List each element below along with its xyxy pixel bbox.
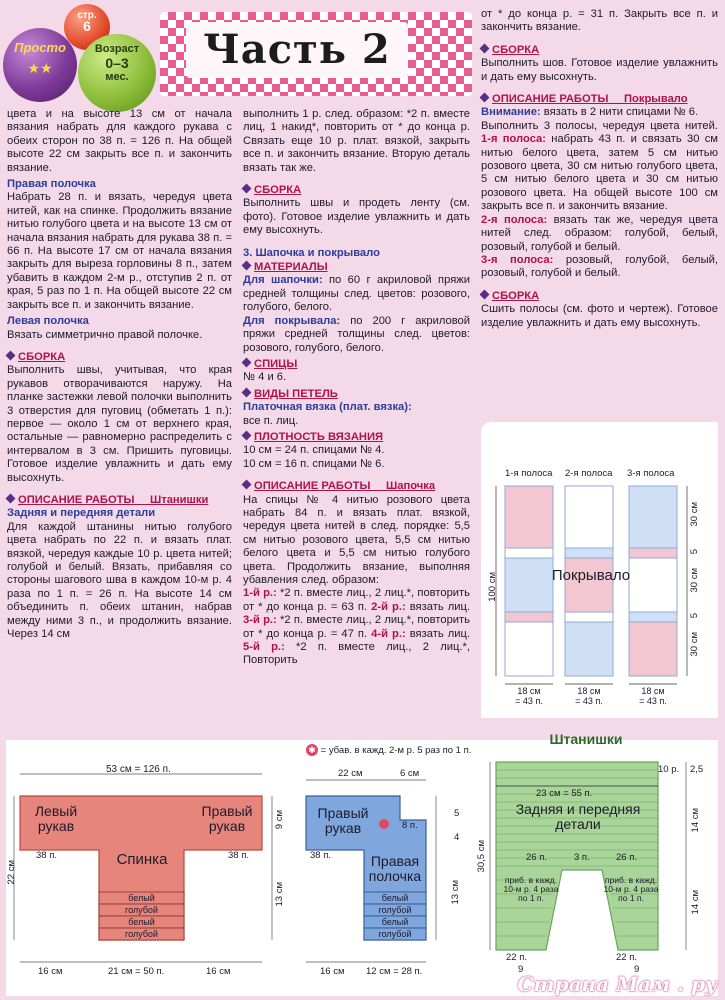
page-label: стр. bbox=[77, 10, 97, 21]
age-unit: мес. bbox=[105, 71, 129, 83]
row-5-text: *2 п. вместе лиц., 2 лиц.*, Повторить bbox=[243, 641, 470, 667]
subheading-pants-parts: Задняя и передняя детали bbox=[7, 507, 156, 520]
part-heading: 3. Шапочка и покрывало bbox=[243, 246, 380, 259]
page-number: 6 bbox=[83, 18, 91, 34]
strip-1-text: набрать 43 п. и связать 30 см нитью белого цвета, затем 5 см нитью розового цвета, 30 см нитью голубого цвета, 5 см нитью белого цвета и 30 см нитью розового цвета. На общей высоте 100 см закрыть все п. и закончить вязание. bbox=[481, 133, 718, 213]
decrease-point bbox=[379, 819, 389, 829]
front-stripe-label: голубой bbox=[378, 905, 412, 915]
col2-paragraph: Выполнить швы и продеть ленту (см. фото). Готовое изделие увлажнить и дать ему высохнуть. bbox=[243, 197, 470, 237]
strip-2 bbox=[481, 214, 718, 254]
back-stripe-label: голубой bbox=[125, 905, 158, 915]
front-height-body: 13 см bbox=[450, 880, 461, 905]
pants-height-total: 30,5 см bbox=[476, 840, 487, 873]
front-sleeve-stitches: 38 п. bbox=[310, 850, 331, 861]
stitch-label: Платочная вязка (плат. вязка): bbox=[243, 401, 412, 414]
materials-cap bbox=[243, 274, 470, 314]
age-value: 0–3 bbox=[105, 55, 129, 71]
strip-1-label: 1-я полоса: bbox=[481, 133, 547, 146]
watermark: Страна Мам . ру bbox=[517, 972, 717, 996]
col2-paragraph: выполнить 1 р. след. образом: *2 п. вместе лиц, 1 накид*, повторить от * до конца р. Связать еще 10 р. плат. вязкой, закрыть все п. и закончить вязание. Вторую деталь вязать так же. bbox=[243, 108, 470, 174]
back-stripe-label: белый bbox=[128, 917, 155, 927]
col2-paragraph: На спицы № 4 нитью розового цвета набрать 84 п. и вязать плат. вязкой, чередуя цвета нитей в след. порядке: 5,5 см нитью розового цвета, 5,5 см нитью белого цвета и 5,5 см нитью голубого цвета. Продолжить вязание, выполняя убавления след. образом: bbox=[243, 493, 470, 586]
section-heading-description: ОПИСАНИЕ РАБОТЫ Штанишки bbox=[7, 494, 232, 507]
subheading-right-front: Правая полочка bbox=[7, 178, 96, 191]
blanket-width-st: = 43 п. bbox=[639, 696, 667, 706]
blanket-block bbox=[629, 486, 677, 548]
col3-paragraph: от * до конца р. = 31 п. Закрыть все п. и закончить вязание. bbox=[481, 8, 718, 34]
blanket-height-30: 30 см bbox=[689, 502, 700, 527]
col1-paragraph: Для каждой штанины нитью голубого цвета набрать по 22 п. и вязать плат. вязкой, чередуя каждые 10 р. цвета нитей; голубой и белый. Вязать, прибавляя со стороны шагового шва в каждом 10-м р. 4 раза по 1 п. = 26 п. На высоте 14 см объединить п. обеих штанин, набрав между ними 3 п., и продолжить вязание. Через 14 см bbox=[7, 520, 232, 641]
col3-paragraph: Выполнить шов. Готовое изделие увлажнить и дать ему высохнуть. bbox=[481, 57, 718, 83]
pants-title: Штанишки bbox=[549, 731, 623, 747]
section-heading-description: ОПИСАНИЕ РАБОТЫ Шапочка bbox=[243, 480, 470, 493]
front-height-neck: 5 bbox=[454, 808, 460, 819]
back-height-sleeve: 9 см bbox=[274, 810, 285, 830]
row-5-label: 5-й р.: bbox=[243, 641, 285, 654]
pants-stitches: 3 п. bbox=[574, 852, 590, 863]
level-label: Просто bbox=[14, 40, 66, 55]
patterns-panel bbox=[6, 731, 718, 996]
blanket-width-st: = 43 п. bbox=[575, 696, 603, 706]
blanket-block bbox=[505, 558, 553, 612]
age-label: Возраст bbox=[94, 43, 140, 55]
back-width-bottom: 21 см = 50 п. bbox=[108, 966, 165, 977]
section-heading-materials: МАТЕРИАЛЫ bbox=[243, 261, 470, 274]
back-width-bottom: 16 см bbox=[38, 966, 63, 977]
materials-cap-text: по 60 г акриловой пряжи средней толщины след. цветов: розового, голубого, белого. bbox=[243, 274, 470, 314]
pants-top-height: 2,5 bbox=[690, 764, 704, 775]
attention-text: вязать в 2 нити спицами № 6. bbox=[540, 106, 699, 119]
pants-height-upper: 14 см bbox=[690, 808, 701, 833]
back-title: Спинка bbox=[116, 851, 168, 868]
section-heading-assembly: СБОРКА bbox=[481, 44, 718, 57]
blanket-block bbox=[505, 622, 553, 676]
decrease-legend-text: = убав. в кажд. 2-м р. 5 раз по 1 п. bbox=[320, 745, 472, 756]
decrease-marker: ✱ bbox=[306, 744, 318, 756]
blanket-block bbox=[565, 612, 613, 622]
back-sleeve-stitches: 38 п. bbox=[228, 850, 249, 861]
blanket-height-5: 5 bbox=[689, 549, 700, 555]
front-stripe-label: белый bbox=[381, 917, 409, 927]
pants-leg-stitches: 22 п. bbox=[616, 952, 637, 963]
front-width-bottom: 12 см = 28 п. bbox=[366, 966, 423, 977]
materials-blanket bbox=[243, 315, 470, 355]
blanket-title: Покрывало bbox=[551, 567, 631, 584]
materials-blanket-text: по 200 г акриловой пряжи средней толщины след. цветов: розового, голубого, белого. bbox=[243, 314, 470, 354]
blanket-width-st: = 43 п. bbox=[515, 696, 543, 706]
blanket-block bbox=[505, 612, 553, 622]
row-3-text: *2 п. вместе лиц., 2 лиц.*, повторить от * до конца р. = 47 п. bbox=[243, 614, 471, 640]
row-2-text: вязать лиц. bbox=[405, 600, 470, 613]
section-heading-assembly: СБОРКА bbox=[243, 184, 470, 197]
page-title: Часть 2 bbox=[203, 26, 391, 73]
back-sleeve-stitches: 38 п. bbox=[36, 850, 57, 861]
strip-instructions bbox=[481, 120, 718, 214]
blanket-block bbox=[505, 548, 553, 558]
blanket-width-cm: 18 см bbox=[517, 686, 541, 696]
section-heading-description: ОПИСАНИЕ РАБОТЫ Покрывало bbox=[481, 93, 718, 106]
blanket-width-2 bbox=[565, 686, 613, 706]
blanket-block bbox=[629, 558, 677, 612]
blanket-height-total: 100 см bbox=[487, 572, 498, 602]
level-stars: ★★ bbox=[27, 60, 53, 76]
back-stripe-label: белый bbox=[128, 893, 155, 903]
materials-blanket-label: Для покрывала: bbox=[243, 314, 341, 327]
col1-paragraph: Вязать симметрично правой полочке. bbox=[7, 328, 203, 341]
strip-3-label: 3-я полоса bbox=[627, 468, 675, 479]
strip-3-text: розовый, голубой, белый, розовый, голубой и белый. bbox=[481, 253, 718, 280]
strip-2-text: вязать так же, чередуя цвета нитей след. образом: голубой, белый, розовый, голубой и белый. bbox=[481, 213, 718, 253]
front-width-bottom: 16 см bbox=[320, 966, 345, 977]
pants-leg-width: 9 bbox=[634, 964, 640, 975]
blanket-width-3 bbox=[629, 686, 677, 706]
column-1 bbox=[7, 108, 232, 641]
back-width-top: 53 см = 126 п. bbox=[106, 764, 171, 775]
row-1-text: *2 п. вместе лиц., 2 лиц.*, повторить от * до конца р. = 63 п. bbox=[243, 587, 471, 613]
strip-2-label: 2-я полоса: bbox=[481, 213, 548, 226]
blanket-width-1 bbox=[505, 686, 553, 706]
front-width-neck: 6 см bbox=[400, 768, 420, 779]
age-badge bbox=[80, 42, 154, 84]
blanket-block bbox=[629, 612, 677, 622]
blanket-block bbox=[565, 548, 613, 558]
back-right-sleeve-label: Правый рукав bbox=[201, 803, 253, 834]
strip-3-label: 3-я полоса: bbox=[481, 253, 554, 266]
back-left-sleeve-label: Левый рукав bbox=[34, 803, 78, 834]
front-neck-stitches: 8 п. bbox=[402, 820, 418, 831]
pants-stitches: 26 п. bbox=[616, 852, 637, 863]
pants-top-rows: 10 р. bbox=[658, 764, 680, 775]
subheading-left-front: Левая полочка bbox=[7, 315, 89, 328]
blanket-block bbox=[565, 622, 613, 676]
stitch-text: все п. лиц. bbox=[243, 414, 299, 427]
strip-3 bbox=[481, 254, 718, 281]
front-height-neck: 4 bbox=[454, 832, 460, 843]
front-stripe-label: белый bbox=[381, 893, 409, 903]
back-width-bottom: 16 см bbox=[206, 966, 231, 977]
back-height-total: 22 см bbox=[6, 860, 17, 885]
back-stripe-label: голубой bbox=[125, 929, 158, 939]
blanket-block bbox=[629, 548, 677, 558]
row-instructions bbox=[243, 587, 470, 667]
strip-1-label: 1-я полоса bbox=[505, 468, 553, 479]
needles-text: № 4 и 6. bbox=[243, 371, 287, 384]
front-title: Правая полочка bbox=[368, 853, 422, 884]
blanket-height-30: 30 см bbox=[689, 632, 700, 657]
back-height-body: 13 см bbox=[274, 882, 285, 907]
col3-paragraph: Сшить полосы (см. фото и чертеж). Готовое изделие увлажнить и дать ему высохнуть. bbox=[481, 303, 718, 329]
pants-increase-note: приб. в кажд. 10-м р. 4 раза по 1 п. bbox=[603, 875, 659, 903]
pants-leg-stitches: 22 п. bbox=[506, 952, 527, 963]
pants-stitches: 26 п. bbox=[526, 852, 547, 863]
pants-width: 23 см = 55 п. bbox=[536, 788, 593, 799]
gauge-line: 10 см = 24 п. спицами № 4. bbox=[243, 444, 385, 457]
column-3 bbox=[481, 8, 718, 330]
front-width-top: 22 см bbox=[338, 768, 363, 779]
pants-increase-note: приб. в кажд. 10-м р. 4 раза по 1 п. bbox=[503, 875, 559, 903]
section-heading-gauge: ПЛОТНОСТЬ ВЯЗАНИЯ bbox=[243, 431, 470, 444]
materials-cap-label: Для шапочки: bbox=[243, 274, 323, 287]
row-4-text: вязать лиц. bbox=[405, 627, 470, 640]
column-2 bbox=[243, 108, 470, 668]
blanket-height-30: 30 см bbox=[689, 568, 700, 593]
section-heading-stitches: ВИДЫ ПЕТЕЛЬ bbox=[243, 388, 470, 401]
section-heading-needles: СПИЦЫ bbox=[243, 358, 470, 371]
pants-height-legs: 14 см bbox=[690, 890, 701, 915]
section-heading-assembly: СБОРКА bbox=[481, 290, 718, 303]
attention-label: Внимание: bbox=[481, 106, 541, 119]
strip-2-label: 2-я полоса bbox=[565, 468, 613, 479]
gauge-line: 10 см = 16 п. спицами № 6. bbox=[243, 457, 385, 470]
blanket-block bbox=[505, 486, 553, 548]
front-stripe-label: голубой bbox=[378, 929, 412, 939]
section-heading-assembly: СБОРКА bbox=[7, 351, 232, 364]
blanket-width-cm: 18 см bbox=[641, 686, 665, 696]
blanket-block bbox=[629, 622, 677, 676]
row-2-label: 2-й р.: bbox=[371, 600, 406, 613]
blanket-width-cm: 18 см bbox=[577, 686, 601, 696]
front-sleeve-label: Правый рукав bbox=[317, 805, 369, 836]
col1-paragraph: Набрать 28 п. и вязать, чередуя цвета нитей, как на спинке. Продолжить вязание нитью голубого цвета и на высоте 13 см от начала вязания набрать для рукава 38 п. = 66 п. На высоте 17 см от начала вязания закрыть для выреза горловины 8 п., затем убавить в каждом 2-м р., отступив 2 п. от края, 5 раз по 1 п. На общей высоте 22 см закрыть все п. и закончить вязание. bbox=[7, 191, 232, 311]
pants-part-label: Задняя и передняя детали bbox=[515, 801, 641, 832]
attention-note bbox=[481, 106, 718, 119]
row-4-label: 4-й р.: bbox=[371, 627, 406, 640]
blanket-block bbox=[565, 486, 613, 548]
row-1-label: 1-й р.: bbox=[243, 587, 277, 600]
row-3-label: 3-й р.: bbox=[243, 614, 277, 627]
page-badge bbox=[64, 10, 110, 32]
col1-paragraph: Выполнить швы, учитывая, что края рукавов отворачиваются наружу. На планке застежки левой полочки выполнить 3 отверстия для пуговиц (обметать 1 п.): первое — около 1 см от верхнего края, остальные — равномерно распределить с интервалом в 3 см. Пришить пуговицы. Готовое изделие увлажнить и дать ему высохнуть. bbox=[7, 364, 232, 484]
blanket-diagram bbox=[481, 422, 718, 718]
strips-intro: Выполнить 3 полосы, чередуя цвета нитей. bbox=[481, 119, 718, 132]
pants-leg-width: 9 bbox=[518, 964, 524, 975]
col1-paragraph: цвета и на высоте 13 см от начала вязания набрать для каждого рукава с обеих сторон по 38 п. = 126 п. На общей высоте 22 см закрыть все п. и закончить вязание. bbox=[7, 108, 232, 174]
blanket-height-5: 5 bbox=[689, 613, 700, 619]
